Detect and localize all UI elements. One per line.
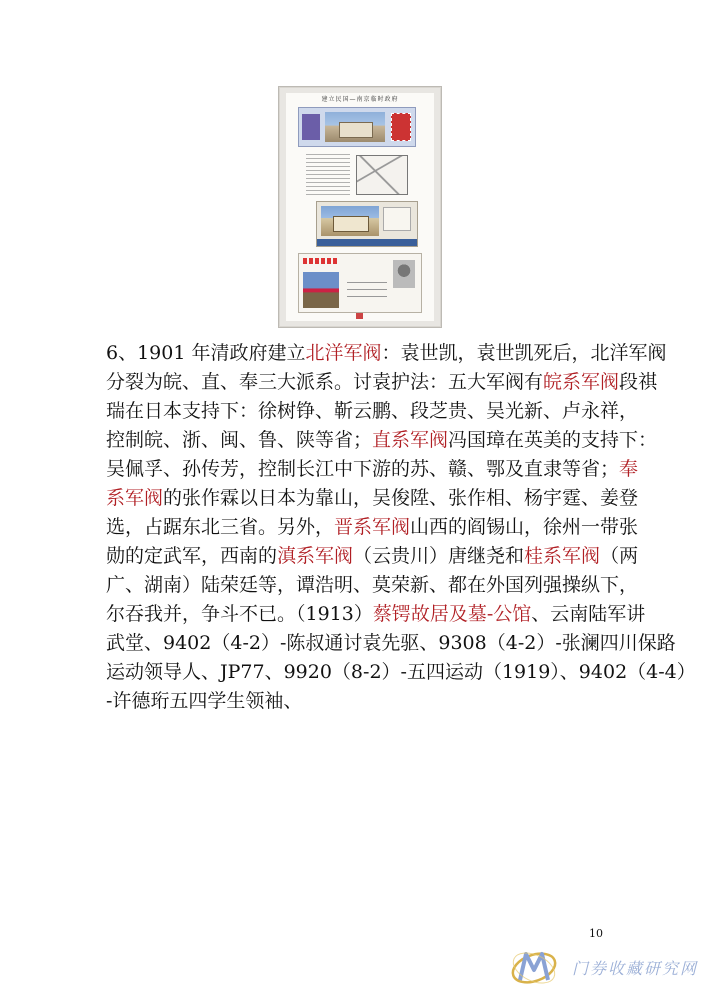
text-segment: -许德珩五四学生领袖、	[106, 690, 303, 712]
text-segment: （云贵川）唐继尧和	[353, 545, 525, 567]
highlighted-term: 蔡锷故居及墓-公馆	[372, 603, 532, 625]
text-segment: 运动领导人、JP77、9920（8-2）-五四运动（1919）、9402（4-4）	[106, 661, 696, 683]
album-title: 建立民国—南京临时政府	[321, 96, 399, 103]
watermark-text: 门券收藏研究网	[572, 959, 699, 978]
highlighted-term: 皖系军阀	[543, 371, 620, 393]
text-segment: 控制皖、浙、闽、鲁、陕等省；	[106, 429, 373, 451]
paragraph-line	[106, 629, 676, 658]
text-segment: 6、1901 年清政府建立	[106, 342, 306, 364]
postcard-bottom	[298, 253, 422, 313]
watermark	[510, 944, 706, 994]
text-segment: 分裂为皖、直、奉三大派系。讨袁护法：五大军阀有	[106, 371, 544, 393]
presidential-palace-picture	[325, 112, 385, 142]
text-segment: ：袁世凯，袁世凯死后，北洋军阀	[381, 342, 667, 364]
paragraph-line	[106, 513, 666, 542]
highlighted-term: 系军阀	[106, 487, 164, 509]
paragraph-line	[106, 687, 666, 716]
paragraph-line	[106, 542, 666, 571]
paragraph-line	[106, 658, 696, 687]
text-segment: 勋的定武军，西南的	[106, 545, 278, 567]
album-notes	[306, 151, 408, 195]
seal-icon	[356, 313, 363, 319]
highlighted-term: 奉	[619, 458, 639, 480]
paragraph-line	[106, 571, 666, 600]
map-icon	[356, 155, 408, 195]
paragraph-line	[106, 426, 666, 455]
paragraph-line	[106, 339, 666, 368]
text-segment: 的张作霖以日本为靠山，吴俊陞、张作相、杨宇霆、姜登	[163, 487, 639, 509]
text-segment: （两	[600, 545, 639, 567]
highlighted-term: 直系军阀	[372, 429, 449, 451]
paragraph-line	[106, 368, 666, 397]
stamp-icon	[391, 113, 411, 141]
paragraph-line	[106, 397, 666, 426]
m-logo-icon	[510, 944, 558, 992]
stamp-box	[383, 207, 411, 231]
text-segment: 广、湖南）陆荣廷等，谭浩明、莫荣新、都在外国列强操纵下，	[106, 574, 639, 596]
text-segment: 山西的阎锡山，徐州一带张	[410, 516, 639, 538]
stamp-album-photo	[278, 86, 442, 328]
text-segment: 瑞在日本支持下：徐树铮、靳云鹏、段芝贵、吴光新、卢永祥，	[106, 400, 639, 422]
text-segment: 尔吞我并，争斗不已。（1913）	[106, 603, 373, 625]
highlighted-term: 晋系军阀	[334, 516, 411, 538]
page-number: 10	[589, 927, 603, 940]
building-picture	[321, 206, 379, 236]
paragraph-line	[106, 484, 666, 513]
highlighted-term: 桂系军阀	[524, 545, 601, 567]
text-segment: 冯国璋在英美的支持下：	[448, 429, 658, 451]
paragraph-line	[106, 455, 666, 484]
text-segment: 选，占踞东北三省。另外，	[106, 516, 335, 538]
text-segment: 武堂、9402（4-2）-陈叔通讨袁先驱、9308（4-2）-张澜四川保路	[106, 632, 676, 654]
body-paragraph	[106, 339, 696, 716]
highlighted-term: 滇系军阀	[277, 545, 354, 567]
mausoleum-picture	[303, 272, 339, 308]
highlighted-term: 北洋军阀	[305, 342, 382, 364]
text-segment: 、云南陆军讲	[531, 603, 646, 625]
album-page	[286, 93, 434, 321]
portrait-icon	[393, 260, 415, 288]
text-segment: 吴佩孚、孙传芳，控制长江中下游的苏、赣、鄂及直隶等省；	[106, 458, 620, 480]
postcard-top	[298, 107, 416, 147]
postcard-middle	[316, 201, 418, 247]
text-segment: 段祺	[619, 371, 658, 393]
paragraph-line	[106, 600, 666, 629]
